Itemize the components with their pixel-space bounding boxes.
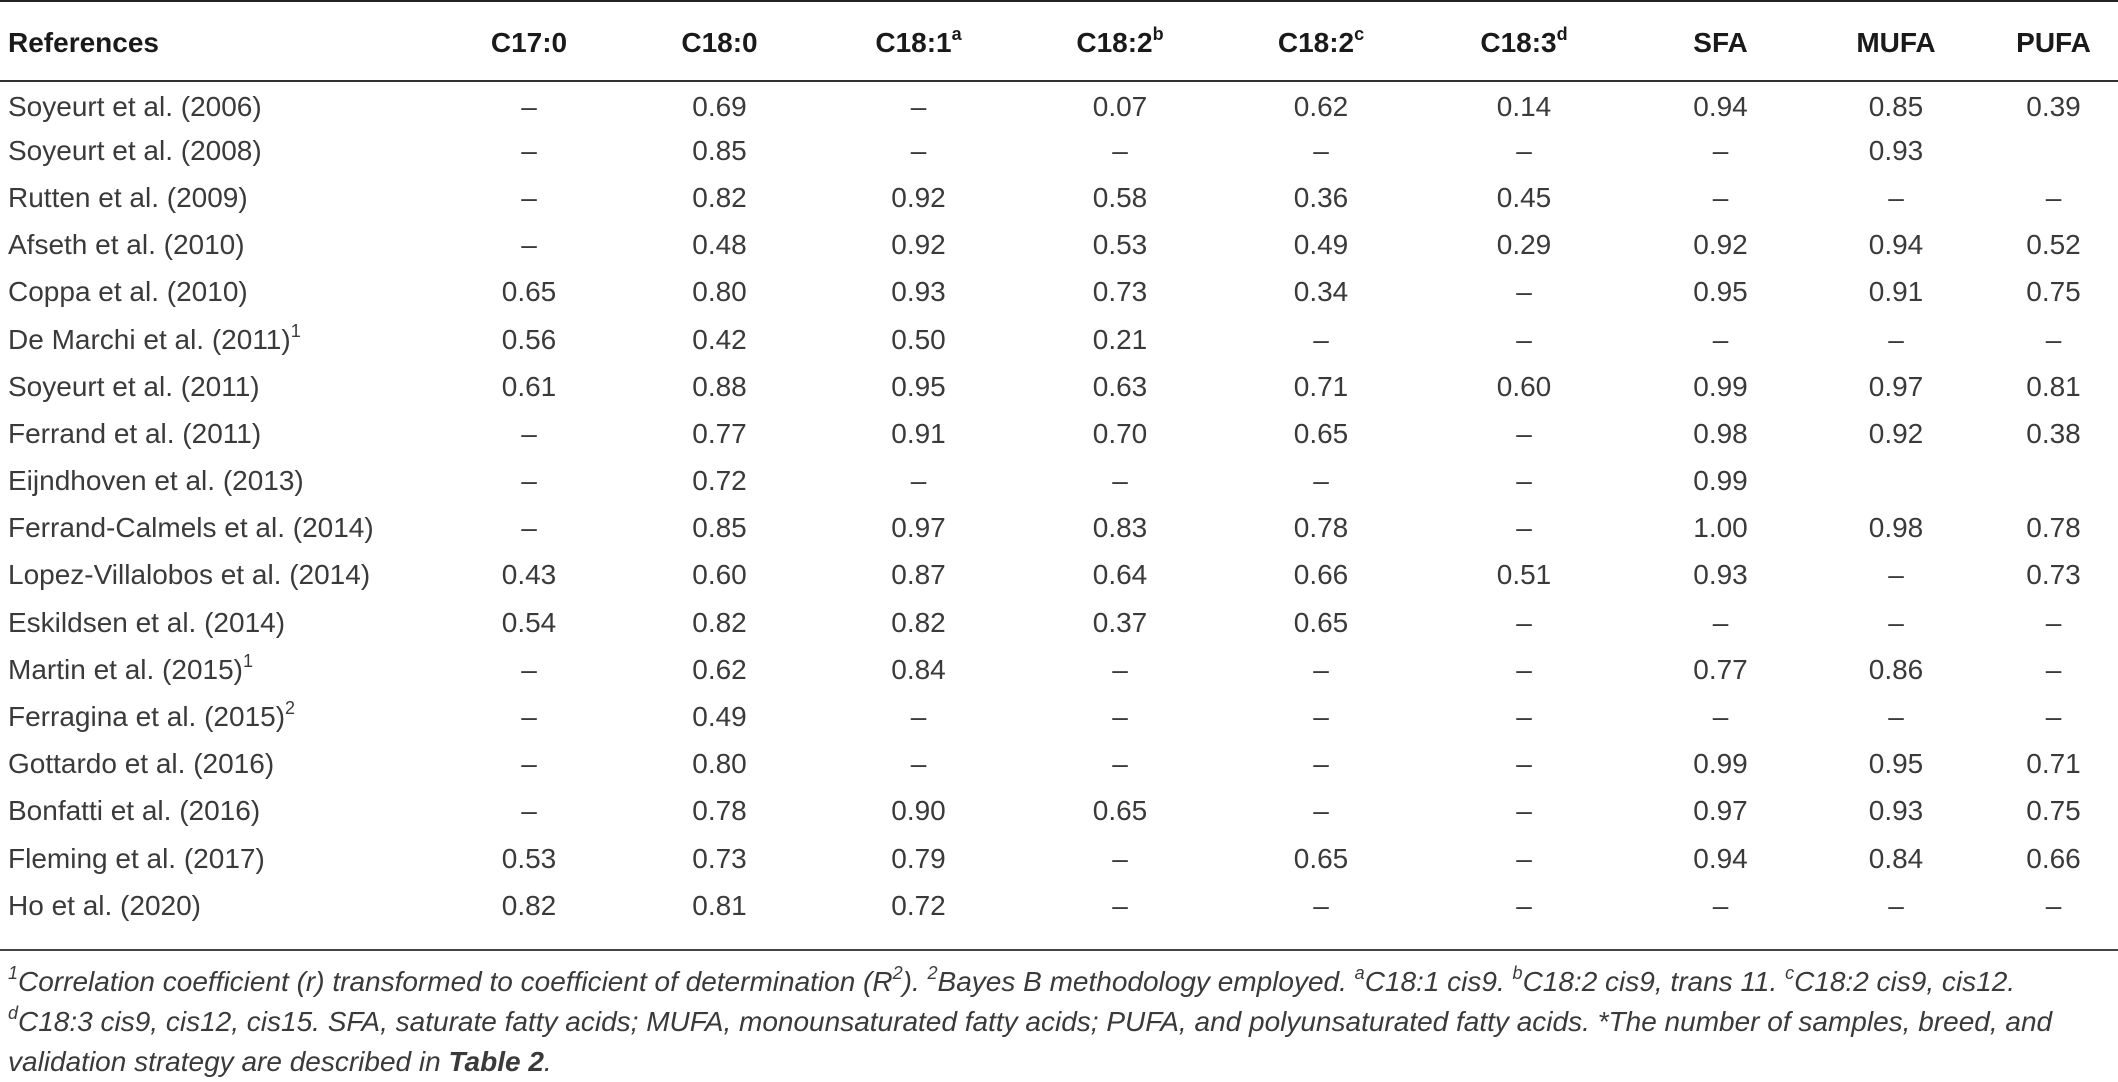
- value-cell: –: [1888, 323, 1904, 355]
- value-cell: –: [910, 90, 927, 122]
- footnote-text: C18:2 cis9, cis12.: [1794, 966, 2016, 997]
- reference-cell: [0, 80, 448, 127]
- value-cell: 0.81: [692, 889, 747, 921]
- column-header-sup: c: [1354, 24, 1365, 44]
- column-header: [1410, 2, 1638, 80]
- reference-label: Ferrand et al. (2011): [8, 417, 262, 449]
- footnote-sup: 1: [8, 963, 19, 983]
- value-cell: 0.80: [692, 748, 747, 780]
- value-cell: 0.79: [891, 842, 946, 874]
- reference-label: Ferrand-Calmels et al. (2014): [8, 512, 374, 544]
- footnote-text: C18:1 cis9.: [1364, 966, 1513, 997]
- value-cell: 0.94: [1693, 842, 1748, 874]
- value-cell: 0.54: [501, 606, 557, 638]
- column-header-sup: b: [1152, 24, 1164, 44]
- value-cell: –: [1516, 606, 1532, 638]
- value-cell: –: [1313, 465, 1329, 497]
- value-cell: 0.75: [2026, 276, 2081, 308]
- column-header-label: MUFA: [1856, 27, 1936, 58]
- column-header: [1008, 2, 1232, 80]
- table-row: [0, 269, 2118, 316]
- column-header: [610, 2, 829, 80]
- footnote-sup: c: [1785, 963, 1795, 983]
- value-cell: 0.65: [1293, 417, 1349, 449]
- reference-cell: [0, 552, 448, 599]
- reference-sup: 1: [243, 650, 254, 671]
- value-cell: –: [910, 134, 927, 166]
- value-cell: 0.37: [1092, 606, 1148, 638]
- footnote-sup: 2: [927, 963, 938, 983]
- value-cell: 0.97: [1693, 795, 1748, 827]
- value-cell: –: [1112, 134, 1128, 166]
- reference-cell: [0, 222, 448, 269]
- value-cell: 0.84: [1868, 842, 1924, 874]
- table-row: [0, 882, 2118, 929]
- reference-sup: 1: [290, 320, 301, 341]
- value-cell: 0.66: [1293, 559, 1349, 591]
- value-cell: 0.73: [2026, 559, 2081, 591]
- value-cell: 0.98: [1693, 417, 1748, 449]
- footnote-text: Bayes B methodology employed.: [937, 966, 1355, 997]
- value-cell: [1989, 127, 2118, 174]
- column-header-sup: a: [951, 24, 962, 44]
- reference-label: Eskildsen et al. (2014): [8, 606, 286, 638]
- value-cell: 0.87: [891, 559, 946, 591]
- table-row: [0, 505, 2118, 552]
- reference-cell: [0, 316, 448, 363]
- value-cell: 0.52: [2026, 229, 2081, 261]
- value-cell: 0.99: [1693, 370, 1748, 402]
- footnote-text: .: [543, 1046, 552, 1077]
- value-cell: 0.95: [1868, 748, 1924, 780]
- column-header-label: References: [8, 27, 159, 58]
- column-header-sup: d: [1556, 24, 1568, 44]
- results-table: [0, 2, 2118, 929]
- value-cell: –: [1516, 889, 1532, 921]
- value-cell: 0.77: [1693, 653, 1748, 685]
- value-cell: 0.91: [891, 417, 946, 449]
- reference-label: Lopez-Villalobos et al. (2014): [8, 559, 371, 591]
- value-cell: 0.38: [2026, 417, 2081, 449]
- value-cell: –: [521, 90, 537, 122]
- value-cell: –: [1313, 748, 1329, 780]
- value-cell: 0.29: [1496, 229, 1552, 261]
- table-row: [0, 646, 2118, 693]
- value-cell: –: [521, 134, 537, 166]
- value-cell: –: [1888, 606, 1904, 638]
- column-header-label: C17:0: [490, 27, 568, 58]
- column-header-label: C18:2: [1076, 27, 1153, 58]
- footnote-sup: 2: [892, 963, 903, 983]
- reference-cell: [0, 269, 448, 316]
- value-cell: –: [1516, 795, 1532, 827]
- value-cell: 0.72: [692, 465, 747, 497]
- value-cell: –: [2045, 181, 2062, 213]
- value-cell: 0.64: [1092, 559, 1148, 591]
- value-cell: 0.82: [501, 889, 557, 921]
- column-header-label: SFA: [1693, 27, 1748, 58]
- table-row: [0, 741, 2118, 788]
- value-cell: 1.00: [1693, 512, 1748, 544]
- footnote-sup: a: [1354, 963, 1365, 983]
- table-row: [0, 410, 2118, 457]
- reference-label: Ferragina et al. (2015): [8, 701, 286, 733]
- value-cell: 0.39: [2026, 90, 2081, 122]
- value-cell: –: [1888, 559, 1904, 591]
- value-cell: –: [1712, 889, 1729, 921]
- value-cell: 0.95: [891, 370, 946, 402]
- value-cell: –: [1112, 653, 1128, 685]
- value-cell: –: [1313, 323, 1329, 355]
- value-cell: 0.92: [1693, 229, 1748, 261]
- value-cell: –: [1112, 748, 1128, 780]
- column-header-label: PUFA: [2016, 27, 2091, 58]
- value-cell: 0.43: [501, 559, 557, 591]
- value-cell: 0.61: [501, 370, 557, 402]
- value-cell: 0.85: [692, 134, 747, 166]
- reference-cell: [0, 835, 448, 882]
- value-cell: 0.93: [1693, 559, 1748, 591]
- value-cell: –: [1516, 417, 1532, 449]
- table-row: [0, 316, 2118, 363]
- reference-cell: [0, 505, 448, 552]
- value-cell: 0.98: [1868, 512, 1924, 544]
- value-cell: –: [1712, 181, 1729, 213]
- value-cell: 0.21: [1092, 323, 1148, 355]
- value-cell: 0.78: [1293, 512, 1349, 544]
- reference-label: Soyeurt et al. (2011): [8, 370, 260, 402]
- column-header: [1803, 2, 1989, 80]
- value-cell: –: [1888, 181, 1904, 213]
- value-cell: 0.95: [1693, 276, 1748, 308]
- table-row: [0, 174, 2118, 221]
- column-header-label: C18:2: [1277, 27, 1355, 58]
- column-header-label: C18:1: [875, 27, 952, 58]
- column-header: [448, 2, 610, 80]
- table-row: [0, 788, 2118, 835]
- value-cell: 0.88: [692, 370, 747, 402]
- table-row: [0, 599, 2118, 646]
- value-cell: 0.94: [1868, 229, 1924, 261]
- table-row: [0, 835, 2118, 882]
- reference-cell: [0, 127, 448, 174]
- value-cell: 0.50: [891, 323, 946, 355]
- value-cell: –: [1516, 465, 1532, 497]
- reference-cell: [0, 363, 448, 410]
- footnote-text: ).: [902, 966, 928, 997]
- table-body: [0, 80, 2118, 929]
- reference-label: Soyeurt et al. (2008): [8, 134, 262, 166]
- value-cell: –: [521, 701, 537, 733]
- value-cell: 0.93: [891, 276, 946, 308]
- value-cell: 0.34: [1293, 276, 1349, 308]
- value-cell: 0.99: [1693, 748, 1748, 780]
- value-cell: [1989, 458, 2118, 505]
- reference-label: De Marchi et al. (2011): [8, 323, 291, 355]
- value-cell: 0.62: [1293, 90, 1349, 122]
- value-cell: –: [1888, 889, 1904, 921]
- value-cell: 0.65: [501, 276, 557, 308]
- value-cell: 0.91: [1868, 276, 1924, 308]
- value-cell: 0.81: [2026, 370, 2081, 402]
- value-cell: 0.53: [501, 842, 557, 874]
- value-cell: –: [521, 512, 537, 544]
- footnote-sup: d: [8, 1003, 19, 1023]
- value-cell: 0.36: [1293, 181, 1349, 213]
- value-cell: –: [910, 465, 927, 497]
- reference-label: Soyeurt et al. (2006): [8, 90, 262, 122]
- value-cell: 0.69: [692, 90, 747, 122]
- table-footnote: [8, 962, 2108, 1082]
- value-cell: –: [1516, 701, 1532, 733]
- value-cell: 0.14: [1496, 90, 1552, 122]
- value-cell: 0.97: [1868, 370, 1924, 402]
- value-cell: 0.84: [891, 653, 946, 685]
- value-cell: –: [1516, 276, 1532, 308]
- value-cell: –: [1888, 701, 1904, 733]
- value-cell: 0.78: [2026, 512, 2081, 544]
- reference-cell: [0, 458, 448, 505]
- reference-label: Coppa et al. (2010): [8, 276, 248, 308]
- column-header: [829, 2, 1008, 80]
- value-cell: –: [1313, 889, 1329, 921]
- reference-cell: [0, 646, 448, 693]
- value-cell: 0.73: [1092, 276, 1148, 308]
- value-cell: –: [1112, 701, 1128, 733]
- value-cell: –: [910, 748, 927, 780]
- value-cell: 0.65: [1293, 842, 1349, 874]
- value-cell: 0.70: [1092, 417, 1148, 449]
- value-cell: 0.49: [1293, 229, 1349, 261]
- bottom-rule: [0, 949, 2118, 951]
- value-cell: 0.71: [1293, 370, 1349, 402]
- value-cell: 0.85: [692, 512, 747, 544]
- value-cell: 0.60: [1496, 370, 1552, 402]
- value-cell: 0.60: [692, 559, 747, 591]
- value-cell: 0.71: [2026, 748, 2081, 780]
- value-cell: 0.97: [891, 512, 946, 544]
- reference-cell: [0, 882, 448, 929]
- value-cell: 0.92: [1868, 417, 1924, 449]
- value-cell: –: [521, 795, 537, 827]
- value-cell: 0.72: [891, 889, 946, 921]
- reference-label: Ho et al. (2020): [8, 889, 201, 921]
- column-header-label: C18:0: [681, 27, 758, 58]
- value-cell: 0.48: [692, 229, 747, 261]
- value-cell: –: [1516, 512, 1532, 544]
- column-header: [0, 2, 448, 80]
- value-cell: 0.62: [692, 653, 747, 685]
- value-cell: 0.93: [1868, 134, 1924, 166]
- value-cell: 0.92: [891, 229, 946, 261]
- value-cell: [1803, 458, 1989, 505]
- reference-cell: [0, 599, 448, 646]
- value-cell: –: [521, 181, 537, 213]
- value-cell: 0.63: [1092, 370, 1148, 402]
- value-cell: 0.93: [1868, 795, 1924, 827]
- value-cell: –: [1313, 134, 1329, 166]
- column-header-label: C18:3: [1480, 27, 1557, 58]
- table-row: [0, 80, 2118, 127]
- value-cell: 0.82: [692, 181, 747, 213]
- table-row: [0, 363, 2118, 410]
- footnote-text: Correlation coefficient (r) transformed to coefficient of determination (R: [18, 966, 893, 997]
- value-cell: 0.94: [1693, 90, 1748, 122]
- reference-label: Bonfatti et al. (2016): [8, 795, 261, 827]
- value-cell: –: [521, 229, 537, 261]
- value-cell: 0.90: [891, 795, 946, 827]
- reference-cell: [0, 410, 448, 457]
- value-cell: –: [1112, 465, 1128, 497]
- value-cell: 0.80: [692, 276, 747, 308]
- footnote-text: C18:3 cis9, cis12, cis15. SFA, saturate fatty acids; MUFA, monounsaturated fatty acids; PUFA, and polyunsaturated fatty acids. *The number of samples, breed, and validation strategy are described in: [8, 1006, 2053, 1077]
- value-cell: –: [521, 653, 537, 685]
- reference-cell: [0, 788, 448, 835]
- table-row: [0, 222, 2118, 269]
- value-cell: 0.92: [891, 181, 946, 213]
- value-cell: –: [1712, 134, 1729, 166]
- value-cell: 0.83: [1092, 512, 1148, 544]
- reference-label: Eijndhoven et al. (2013): [8, 465, 304, 497]
- value-cell: 0.75: [2026, 795, 2081, 827]
- value-cell: 0.65: [1092, 795, 1148, 827]
- reference-cell: [0, 174, 448, 221]
- value-cell: –: [1516, 842, 1532, 874]
- value-cell: –: [521, 417, 537, 449]
- column-header: [1232, 2, 1410, 80]
- value-cell: 0.82: [692, 606, 747, 638]
- value-cell: 0.51: [1496, 559, 1552, 591]
- value-cell: –: [2045, 889, 2062, 921]
- table-row: [0, 552, 2118, 599]
- value-cell: 0.42: [692, 323, 747, 355]
- reference-label: Gottardo et al. (2016): [8, 748, 275, 780]
- value-cell: –: [2045, 323, 2062, 355]
- reference-label: Fleming et al. (2017): [8, 842, 265, 874]
- reference-label: Martin et al. (2015): [8, 653, 243, 685]
- value-cell: –: [2045, 606, 2062, 638]
- value-cell: –: [1712, 701, 1729, 733]
- reference-label: Afseth et al. (2010): [8, 229, 245, 261]
- value-cell: 0.73: [692, 842, 747, 874]
- value-cell: 0.66: [2026, 842, 2081, 874]
- value-cell: 0.85: [1868, 90, 1924, 122]
- value-cell: 0.45: [1496, 181, 1552, 213]
- header-row: [0, 2, 2118, 80]
- table-row: [0, 127, 2118, 174]
- value-cell: –: [2045, 653, 2062, 685]
- value-cell: –: [521, 465, 537, 497]
- value-cell: 0.82: [891, 606, 946, 638]
- reference-cell: [0, 693, 448, 740]
- value-cell: 0.53: [1092, 229, 1148, 261]
- value-cell: –: [1112, 889, 1128, 921]
- value-cell: –: [1516, 134, 1532, 166]
- value-cell: –: [1712, 323, 1729, 355]
- value-cell: –: [1516, 323, 1532, 355]
- column-header: [1989, 2, 2118, 80]
- value-cell: –: [1112, 842, 1128, 874]
- table-header: [0, 2, 2118, 80]
- value-cell: 0.07: [1092, 90, 1148, 122]
- value-cell: 0.78: [692, 795, 747, 827]
- reference-sup: 2: [285, 698, 296, 719]
- footnote-sup: b: [1512, 963, 1523, 983]
- value-cell: –: [1313, 653, 1329, 685]
- value-cell: –: [2045, 701, 2062, 733]
- value-cell: –: [1313, 701, 1329, 733]
- value-cell: 0.99: [1693, 465, 1748, 497]
- value-cell: 0.86: [1868, 653, 1924, 685]
- value-cell: –: [521, 748, 537, 780]
- value-cell: –: [1712, 606, 1729, 638]
- footnote-text: C18:2 cis9, trans 11.: [1522, 966, 1786, 997]
- value-cell: 0.58: [1092, 181, 1148, 213]
- value-cell: 0.77: [692, 417, 747, 449]
- value-cell: 0.56: [501, 323, 557, 355]
- value-cell: 0.65: [1293, 606, 1349, 638]
- table-row: [0, 458, 2118, 505]
- reference-cell: [0, 741, 448, 788]
- value-cell: –: [1516, 748, 1532, 780]
- value-cell: 0.49: [692, 701, 747, 733]
- table-row: [0, 693, 2118, 740]
- column-header: [1638, 2, 1803, 80]
- reference-label: Rutten et al. (2009): [8, 181, 248, 213]
- value-cell: –: [910, 701, 927, 733]
- value-cell: –: [1313, 795, 1329, 827]
- table-link[interactable]: Table 2: [448, 1046, 544, 1077]
- value-cell: –: [1516, 653, 1532, 685]
